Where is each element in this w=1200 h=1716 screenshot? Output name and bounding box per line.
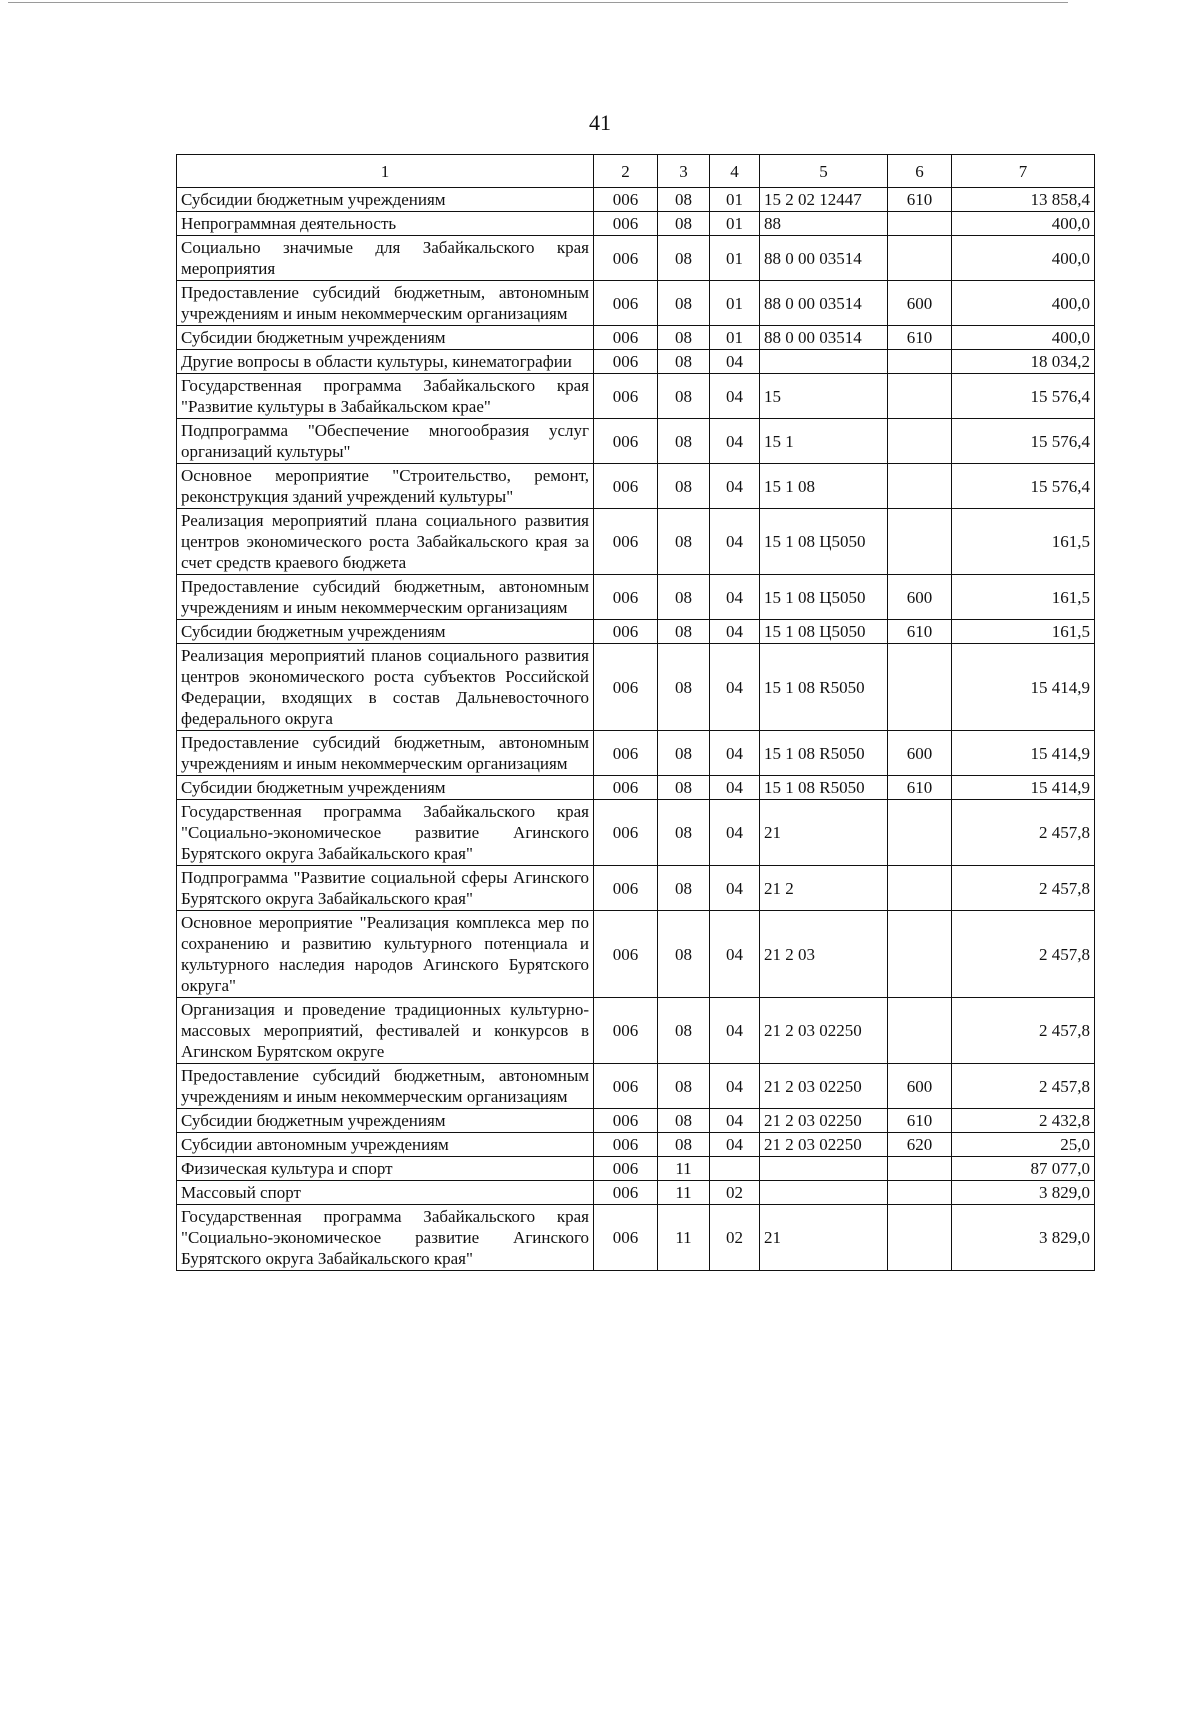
row-subsection-cell: 01 [710, 212, 760, 236]
row-expense-type-cell: 610 [888, 620, 952, 644]
row-subsection-cell: 04 [710, 998, 760, 1064]
row-expense-type-cell [888, 1157, 952, 1181]
row-expense-type-cell [888, 374, 952, 419]
row-amount-cell: 400,0 [952, 212, 1095, 236]
row-section-cell: 08 [658, 419, 710, 464]
row-section-cell: 08 [658, 575, 710, 620]
row-target-article-cell: 21 2 03 02250 [760, 1133, 888, 1157]
table-row [177, 800, 1095, 866]
table-row [177, 1157, 1095, 1181]
row-amount-cell: 2 457,8 [952, 1064, 1095, 1109]
row-section-cell: 08 [658, 326, 710, 350]
row-grbs-cell: 006 [594, 644, 658, 731]
row-target-article-cell: 15 1 08 Ц5050 [760, 620, 888, 644]
row-subsection-cell: 04 [710, 620, 760, 644]
row-name-cell: Организация и проведение традиционных культурно-массовых мероприятий, фестивалей и конкурсов в Агинском Бурятском округе [177, 998, 594, 1064]
row-expense-type-cell: 610 [888, 188, 952, 212]
row-grbs-cell: 006 [594, 1205, 658, 1271]
row-amount-cell: 13 858,4 [952, 188, 1095, 212]
row-amount-cell: 2 457,8 [952, 998, 1095, 1064]
table-row [177, 374, 1095, 419]
row-section-cell: 08 [658, 374, 710, 419]
row-target-article-cell: 21 2 03 02250 [760, 1064, 888, 1109]
row-target-article-cell: 21 2 03 02250 [760, 1109, 888, 1133]
row-section-cell: 08 [658, 776, 710, 800]
table-row [177, 1109, 1095, 1133]
row-grbs-cell: 006 [594, 374, 658, 419]
column-header: 3 [658, 155, 710, 188]
row-amount-cell: 161,5 [952, 620, 1095, 644]
table-row [177, 188, 1095, 212]
row-subsection-cell: 01 [710, 326, 760, 350]
row-subsection-cell: 04 [710, 911, 760, 998]
row-name-cell: Социально значимые для Забайкальского края мероприятия [177, 236, 594, 281]
row-amount-cell: 87 077,0 [952, 1157, 1095, 1181]
row-grbs-cell: 006 [594, 911, 658, 998]
row-expense-type-cell: 600 [888, 575, 952, 620]
row-grbs-cell: 006 [594, 236, 658, 281]
row-section-cell: 08 [658, 509, 710, 575]
table-row [177, 1133, 1095, 1157]
row-expense-type-cell: 610 [888, 326, 952, 350]
row-grbs-cell: 006 [594, 326, 658, 350]
row-subsection-cell: 04 [710, 350, 760, 374]
column-header: 4 [710, 155, 760, 188]
row-target-article-cell: 21 2 03 [760, 911, 888, 998]
table-row [177, 644, 1095, 731]
row-amount-cell: 2 432,8 [952, 1109, 1095, 1133]
table-row [177, 1181, 1095, 1205]
row-amount-cell: 25,0 [952, 1133, 1095, 1157]
row-amount-cell: 3 829,0 [952, 1205, 1095, 1271]
table-row [177, 326, 1095, 350]
row-name-cell: Предоставление субсидий бюджетным, автономным учреждениям и иным некоммерческим организациям [177, 575, 594, 620]
row-amount-cell: 2 457,8 [952, 866, 1095, 911]
row-grbs-cell: 006 [594, 998, 658, 1064]
budget-table [176, 154, 1095, 1271]
row-subsection-cell: 04 [710, 419, 760, 464]
row-grbs-cell: 006 [594, 776, 658, 800]
row-grbs-cell: 006 [594, 1109, 658, 1133]
row-subsection-cell: 04 [710, 644, 760, 731]
table-row [177, 911, 1095, 998]
row-section-cell: 08 [658, 866, 710, 911]
row-expense-type-cell: 620 [888, 1133, 952, 1157]
row-subsection-cell: 04 [710, 731, 760, 776]
row-grbs-cell: 006 [594, 281, 658, 326]
row-target-article-cell: 15 2 02 12447 [760, 188, 888, 212]
row-amount-cell: 400,0 [952, 281, 1095, 326]
row-expense-type-cell [888, 998, 952, 1064]
row-target-article-cell: 21 2 [760, 866, 888, 911]
page-number: 41 [589, 110, 611, 135]
table-row [177, 998, 1095, 1064]
row-name-cell: Субсидии бюджетным учреждениям [177, 620, 594, 644]
row-target-article-cell: 88 0 00 03514 [760, 236, 888, 281]
table-row [177, 1064, 1095, 1109]
row-subsection-cell: 04 [710, 374, 760, 419]
row-target-article-cell: 88 0 00 03514 [760, 326, 888, 350]
row-section-cell: 08 [658, 644, 710, 731]
row-section-cell: 11 [658, 1181, 710, 1205]
row-expense-type-cell [888, 236, 952, 281]
row-target-article-cell: 15 1 08 R5050 [760, 776, 888, 800]
row-subsection-cell: 01 [710, 281, 760, 326]
row-grbs-cell: 006 [594, 800, 658, 866]
row-subsection-cell: 04 [710, 1064, 760, 1109]
row-grbs-cell: 006 [594, 575, 658, 620]
row-section-cell: 08 [658, 1109, 710, 1133]
row-expense-type-cell [888, 644, 952, 731]
row-grbs-cell: 006 [594, 212, 658, 236]
column-header: 1 [177, 155, 594, 188]
scan-top-edge [8, 2, 1068, 3]
row-target-article-cell: 15 1 08 R5050 [760, 644, 888, 731]
row-expense-type-cell: 610 [888, 776, 952, 800]
row-amount-cell: 15 414,9 [952, 776, 1095, 800]
row-amount-cell: 15 576,4 [952, 374, 1095, 419]
row-grbs-cell: 006 [594, 419, 658, 464]
row-target-article-cell: 21 2 03 02250 [760, 998, 888, 1064]
row-name-cell: Государственная программа Забайкальского края "Социально-экономическое развитие Агинского Бурятского округа Забайкальского края" [177, 800, 594, 866]
row-grbs-cell: 006 [594, 464, 658, 509]
row-grbs-cell: 006 [594, 1181, 658, 1205]
row-grbs-cell: 006 [594, 731, 658, 776]
row-subsection-cell: 04 [710, 800, 760, 866]
row-section-cell: 08 [658, 464, 710, 509]
row-target-article-cell: 15 1 08 R5050 [760, 731, 888, 776]
row-expense-type-cell: 600 [888, 731, 952, 776]
table-row [177, 212, 1095, 236]
row-name-cell: Другие вопросы в области культуры, кинематографии [177, 350, 594, 374]
row-section-cell: 08 [658, 281, 710, 326]
row-expense-type-cell [888, 1205, 952, 1271]
table-row [177, 575, 1095, 620]
row-target-article-cell [760, 1157, 888, 1181]
row-amount-cell: 2 457,8 [952, 800, 1095, 866]
column-header: 7 [952, 155, 1095, 188]
row-name-cell: Государственная программа Забайкальского края "Социально-экономическое развитие Агинского Бурятского округа Забайкальского края" [177, 1205, 594, 1271]
row-target-article-cell: 15 1 08 [760, 464, 888, 509]
row-grbs-cell: 006 [594, 509, 658, 575]
row-name-cell: Непрограммная деятельность [177, 212, 594, 236]
row-name-cell: Реализация мероприятий планов социального развития центров экономического роста субъектов Российской Федерации, входящих в состав Дальневосточного федерального округа [177, 644, 594, 731]
row-section-cell: 08 [658, 188, 710, 212]
row-section-cell: 11 [658, 1157, 710, 1181]
row-expense-type-cell [888, 1181, 952, 1205]
row-subsection-cell [710, 1157, 760, 1181]
row-target-article-cell: 15 1 [760, 419, 888, 464]
row-target-article-cell: 21 [760, 1205, 888, 1271]
row-subsection-cell: 02 [710, 1205, 760, 1271]
table-row [177, 419, 1095, 464]
row-grbs-cell: 006 [594, 1133, 658, 1157]
row-subsection-cell: 04 [710, 1109, 760, 1133]
table-row [177, 731, 1095, 776]
table-row [177, 620, 1095, 644]
column-header: 5 [760, 155, 888, 188]
row-section-cell: 08 [658, 1133, 710, 1157]
row-expense-type-cell [888, 509, 952, 575]
table-row [177, 464, 1095, 509]
row-name-cell: Подпрограмма "Обеспечение многообразия услуг организаций культуры" [177, 419, 594, 464]
row-name-cell: Основное мероприятие "Реализация комплекса мер по сохранению и развитию культурного потенциала и культурного наследия народов Агинского Бурятского округа" [177, 911, 594, 998]
row-target-article-cell: 88 [760, 212, 888, 236]
row-subsection-cell: 01 [710, 236, 760, 281]
row-name-cell: Субсидии бюджетным учреждениям [177, 326, 594, 350]
row-name-cell: Массовый спорт [177, 1181, 594, 1205]
row-name-cell: Государственная программа Забайкальского края "Развитие культуры в Забайкальском крае" [177, 374, 594, 419]
row-name-cell: Субсидии бюджетным учреждениям [177, 1109, 594, 1133]
row-expense-type-cell [888, 464, 952, 509]
row-grbs-cell: 006 [594, 620, 658, 644]
row-amount-cell: 15 414,9 [952, 731, 1095, 776]
row-expense-type-cell [888, 350, 952, 374]
row-expense-type-cell [888, 866, 952, 911]
row-section-cell: 08 [658, 1064, 710, 1109]
row-grbs-cell: 006 [594, 1157, 658, 1181]
row-name-cell: Предоставление субсидий бюджетным, автономным учреждениям и иным некоммерческим организациям [177, 731, 594, 776]
table-row [177, 350, 1095, 374]
row-target-article-cell [760, 1181, 888, 1205]
row-grbs-cell: 006 [594, 350, 658, 374]
row-name-cell: Субсидии бюджетным учреждениям [177, 776, 594, 800]
row-amount-cell: 400,0 [952, 326, 1095, 350]
row-name-cell: Предоставление субсидий бюджетным, автономным учреждениям и иным некоммерческим организациям [177, 281, 594, 326]
row-section-cell: 08 [658, 731, 710, 776]
row-expense-type-cell: 610 [888, 1109, 952, 1133]
row-subsection-cell: 04 [710, 866, 760, 911]
row-expense-type-cell [888, 800, 952, 866]
row-name-cell: Основное мероприятие "Строительство, ремонт, реконструкция зданий учреждений культуры" [177, 464, 594, 509]
row-subsection-cell: 04 [710, 1133, 760, 1157]
table-row [177, 281, 1095, 326]
row-name-cell: Подпрограмма "Развитие социальной сферы Агинского Бурятского округа Забайкальского края" [177, 866, 594, 911]
row-subsection-cell: 02 [710, 1181, 760, 1205]
row-section-cell: 11 [658, 1205, 710, 1271]
row-subsection-cell: 04 [710, 575, 760, 620]
row-amount-cell: 161,5 [952, 575, 1095, 620]
row-section-cell: 08 [658, 911, 710, 998]
row-amount-cell: 15 576,4 [952, 464, 1095, 509]
table-body [177, 188, 1095, 1271]
row-target-article-cell: 15 1 08 Ц5050 [760, 509, 888, 575]
row-grbs-cell: 006 [594, 866, 658, 911]
table-row [177, 866, 1095, 911]
row-section-cell: 08 [658, 800, 710, 866]
row-amount-cell: 15 414,9 [952, 644, 1095, 731]
table-header [177, 155, 1095, 188]
row-target-article-cell: 88 0 00 03514 [760, 281, 888, 326]
row-section-cell: 08 [658, 236, 710, 281]
row-amount-cell: 400,0 [952, 236, 1095, 281]
row-section-cell: 08 [658, 998, 710, 1064]
row-expense-type-cell: 600 [888, 1064, 952, 1109]
row-section-cell: 08 [658, 212, 710, 236]
header-row [177, 155, 1095, 188]
row-section-cell: 08 [658, 620, 710, 644]
table-row [177, 509, 1095, 575]
row-amount-cell: 3 829,0 [952, 1181, 1095, 1205]
row-amount-cell: 18 034,2 [952, 350, 1095, 374]
row-expense-type-cell: 600 [888, 281, 952, 326]
row-name-cell: Предоставление субсидий бюджетным, автономным учреждениям и иным некоммерческим организациям [177, 1064, 594, 1109]
row-expense-type-cell [888, 419, 952, 464]
table-row [177, 1205, 1095, 1271]
row-amount-cell: 15 576,4 [952, 419, 1095, 464]
row-target-article-cell: 15 1 08 Ц5050 [760, 575, 888, 620]
row-subsection-cell: 04 [710, 464, 760, 509]
row-expense-type-cell [888, 911, 952, 998]
row-subsection-cell: 04 [710, 776, 760, 800]
row-name-cell: Субсидии автономным учреждениям [177, 1133, 594, 1157]
table-row [177, 236, 1095, 281]
column-header: 2 [594, 155, 658, 188]
row-subsection-cell: 01 [710, 188, 760, 212]
row-name-cell: Физическая культура и спорт [177, 1157, 594, 1181]
row-target-article-cell [760, 350, 888, 374]
row-name-cell: Реализация мероприятий плана социального развития центров экономического роста Забайкальского края за счет средств краевого бюджета [177, 509, 594, 575]
row-amount-cell: 2 457,8 [952, 911, 1095, 998]
row-subsection-cell: 04 [710, 509, 760, 575]
row-target-article-cell: 21 [760, 800, 888, 866]
table-row [177, 776, 1095, 800]
row-amount-cell: 161,5 [952, 509, 1095, 575]
row-section-cell: 08 [658, 350, 710, 374]
row-grbs-cell: 006 [594, 1064, 658, 1109]
row-expense-type-cell [888, 212, 952, 236]
row-grbs-cell: 006 [594, 188, 658, 212]
column-header: 6 [888, 155, 952, 188]
row-name-cell: Субсидии бюджетным учреждениям [177, 188, 594, 212]
row-target-article-cell: 15 [760, 374, 888, 419]
